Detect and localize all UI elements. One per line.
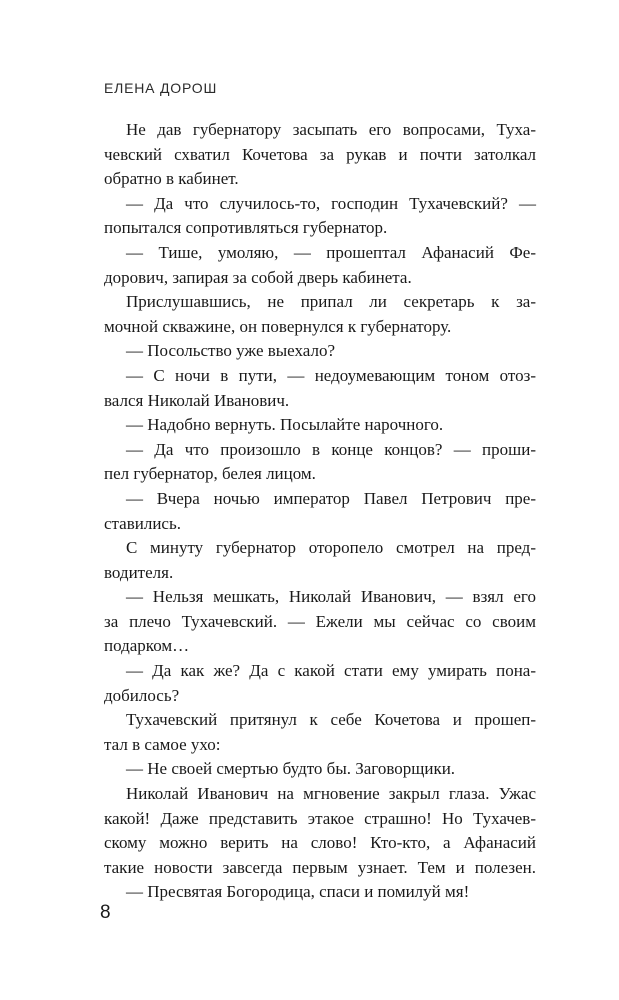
- text-line: — Тише, умоляю, — прошептал Афанасий Фе-: [126, 242, 536, 262]
- text-line: обратно в кабинет.: [104, 169, 239, 189]
- text-line: Не дав губернатору засыпать его вопросами, Туха-: [126, 120, 536, 139]
- page-number: 8: [100, 902, 111, 923]
- text-line: попытался сопротивляться губернатор.: [104, 218, 388, 238]
- text-line: — Да что произошло в конце концов? — проши-: [126, 439, 536, 459]
- text-line: — Посольство уже выехало?: [126, 341, 336, 361]
- text-line: пел губернатор, белея лицом.: [104, 464, 316, 484]
- text-line: Прислушавшись, не припал ли секретарь к за-: [126, 292, 536, 312]
- text-line: дорович, запирая за собой дверь кабинета.: [104, 267, 412, 287]
- text-line: чевский схватил Кочетова за рукав и почти затолкал: [104, 144, 536, 164]
- text-line: ставились.: [104, 513, 181, 533]
- text-line: скому можно верить на слово! Кто-кто, а Афанасий: [104, 833, 536, 853]
- text-line: водителя.: [104, 562, 174, 582]
- text-line: — Да что случилось-то, господин Тухачевский? —: [126, 193, 536, 213]
- text-line: — Нельзя мешкать, Николай Иванович, — взял его: [126, 587, 536, 607]
- text-line: Тухачевский притянул к себе Кочетова и прошеп-: [126, 710, 536, 730]
- text-line: за плечо Тухачевский. — Ежели мы сейчас со своим: [104, 611, 536, 631]
- text-line: тал в самое ухо:: [104, 734, 221, 754]
- text-line: такие новости завсегда первым узнает. Тем и полезен.: [104, 857, 536, 877]
- text-line: — Не своей смертью будто бы. Заговорщики.: [126, 759, 456, 779]
- text-line: — Вчера ночью император Павел Петрович пре-: [126, 488, 536, 508]
- text-line: подарком…: [104, 636, 190, 656]
- text-line: какой! Даже представить этакое страшно! Но Тухачев-: [104, 808, 536, 828]
- text-line: С минуту губернатор оторопело смотрел на пред-: [126, 538, 536, 558]
- text-line: мочной скважине, он повернулся к губернатору.: [104, 316, 452, 336]
- text-block: [104, 118, 536, 905]
- text-line: — Надобно вернуть. Посылайте нарочного.: [126, 415, 444, 435]
- text-line: добилось?: [104, 685, 180, 705]
- text-line: — Пресвятая Богородица, спаси и помилуй мя!: [126, 882, 470, 902]
- text-line: Николай Иванович на мгновение закрыл глаза. Ужас: [126, 784, 536, 804]
- text-line: — С ночи в пути, — недоумевающим тоном отоз-: [126, 365, 536, 385]
- text-line: вался Николай Иванович.: [104, 390, 290, 410]
- text-line: — Да как же? Да с какой стати ему умирать пона-: [126, 661, 536, 681]
- running-head: ЕЛЕНА ДОРОШ: [104, 80, 218, 96]
